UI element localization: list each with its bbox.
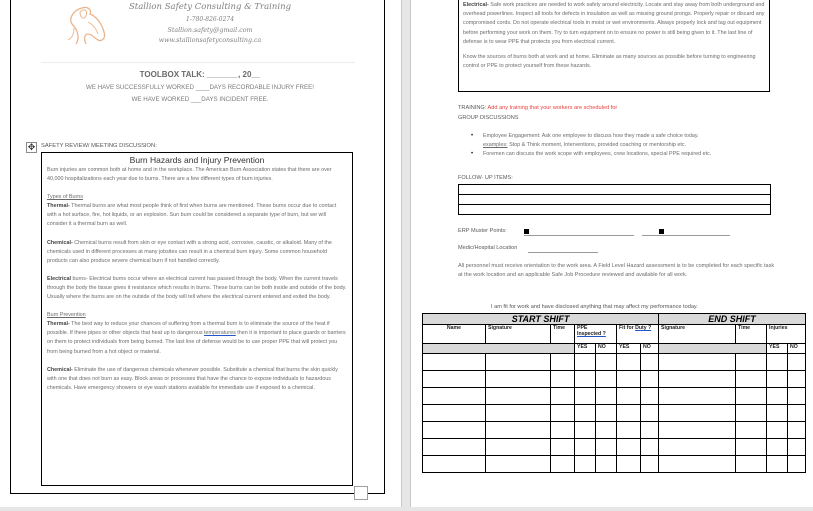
table-cell[interactable]	[423, 371, 486, 388]
table-cell[interactable]	[788, 405, 806, 422]
table-cell[interactable]	[486, 371, 551, 388]
table-cell[interactable]	[551, 405, 575, 422]
table-cell[interactable]	[551, 371, 575, 388]
injuries-no: NO	[788, 344, 806, 354]
table-cell[interactable]	[659, 405, 736, 422]
table-cell[interactable]	[641, 388, 659, 405]
table-cell[interactable]	[736, 371, 767, 388]
col-fit-for-duty	[617, 325, 659, 344]
table-cell[interactable]	[486, 439, 551, 456]
text: Chemical burns result from skin or eye contact with a strong acid, corrosive, caustic, or alkaloid. Many of the chemicals used in different processes at many jobsites can result in a chemical burn injury. Some common household products can also produce severe chemical burn if not handled correctly.	[47, 239, 332, 264]
table-row	[423, 371, 806, 388]
table-row	[423, 439, 806, 456]
label: Thermal-	[47, 203, 70, 210]
text: The best way to reduce your chances of suffering from a thermal burn is to eliminate the source of the heat if possible. If there pipes or other objects that heat up to dangerous	[47, 321, 330, 337]
electrical-prevention	[463, 1, 765, 47]
col-ppe-inspected	[575, 325, 617, 344]
table-cell[interactable]	[486, 422, 551, 439]
table-cell[interactable]	[659, 388, 736, 405]
shaded-cell	[423, 344, 575, 354]
header-divider	[41, 62, 355, 63]
label: Electrical	[47, 275, 71, 282]
ppe-yes: YES	[575, 344, 596, 354]
signoff-rows	[423, 354, 806, 473]
table-cell[interactable]	[659, 371, 736, 388]
table-cell[interactable]	[788, 388, 806, 405]
table-cell[interactable]	[767, 456, 788, 473]
bullet-text: Employee Engagement: Ask one employee to discuss how they made a safe choice today.	[483, 133, 699, 139]
table-cell[interactable]	[617, 388, 641, 405]
table-cell[interactable]	[596, 439, 617, 456]
table-cell[interactable]	[423, 354, 486, 371]
company-phone: 1-780-826-0274	[185, 16, 235, 23]
table-cell[interactable]	[551, 354, 575, 371]
text: Thermal burns are what most people think of first when burns are mentioned. These burns occur due to contact with a hot surface, fire, hot liquids, or an explosion. Sun burn could be considered a separate type of burn, but we will consider it a thermal burn as well.	[47, 203, 337, 228]
table-row	[423, 388, 806, 405]
table-cell[interactable]	[641, 405, 659, 422]
table-cell[interactable]	[659, 439, 736, 456]
table-cell[interactable]	[641, 439, 659, 456]
table-cell[interactable]	[767, 405, 788, 422]
table-cell[interactable]	[486, 388, 551, 405]
group-discussions-heading: GROUP DISCUSSIONS	[458, 115, 519, 121]
fit-link: Duty ?	[635, 325, 652, 331]
table-cell[interactable]	[423, 388, 486, 405]
table-cell[interactable]	[423, 456, 486, 473]
text: burns- Electrical burns occur where an electrical current has passed through the body. When the current travels through the body the tissue gives it resistance which results in burns. These burns can be both inside and outside of the body. Usually where the burns are on the outside of the body will tell where the electrical current entered and exited the body.	[47, 275, 347, 301]
table-cell[interactable]	[788, 354, 806, 371]
table-cell[interactable]	[736, 422, 767, 439]
table-cell[interactable]	[551, 388, 575, 405]
table-cell[interactable]	[596, 456, 617, 473]
spellcheck-word[interactable]: temperatures	[204, 330, 236, 337]
company-email: Stallion.safety@gmail.com	[167, 27, 253, 34]
table-cell[interactable]	[641, 422, 659, 439]
table-cell[interactable]	[617, 371, 641, 388]
end-shift-header: END SHIFT	[659, 314, 806, 325]
followup-items-table	[458, 184, 771, 215]
table-cell[interactable]	[788, 371, 806, 388]
table-cell[interactable]	[551, 456, 575, 473]
list-item	[471, 132, 711, 150]
safety-review-label: SAFETY REVIEW/ MEETING DISCUSSION:	[41, 143, 157, 149]
table-cell[interactable]	[788, 456, 806, 473]
erp-muster-points-label: ERP Muster Points:	[458, 228, 507, 234]
table-cell[interactable]	[736, 405, 767, 422]
burn-prevention-heading: Burn Prevention	[47, 312, 86, 319]
text: then it is important to place guards or barriers on them to protect individuals from being burned. The last line of defense would be to use proper PPE that will protect you from being burned from a hot object or material.	[47, 330, 346, 355]
list-item	[471, 150, 711, 159]
prevention-chemical	[47, 366, 347, 393]
fit-label: Fit for	[619, 325, 636, 331]
table-row	[423, 405, 806, 422]
fit-no: NO	[641, 344, 659, 354]
table-cell[interactable]	[486, 405, 551, 422]
burn-type-electrical	[47, 275, 347, 302]
table-cell[interactable]	[767, 354, 788, 371]
text: Eliminate the use of dangerous chemicals whenever possible. Substitute a chemical that burns the skin quickly with one that does not burn as easy. Block areas or processes that have the chance to expose individuals to hazardous chemicals. Have emergency showers or eye wash stations available for immediate use if exposed to a chemical.	[47, 366, 338, 391]
electrical-prevention-box[interactable]	[458, 0, 770, 92]
shaded-cell	[659, 344, 767, 354]
examples-label: examples:	[483, 142, 508, 148]
shift-signoff-table	[422, 313, 806, 473]
muster-point-1-field[interactable]	[524, 235, 634, 236]
burn-type-thermal	[47, 202, 347, 229]
discussion-list	[471, 132, 711, 159]
know-sources-text: Know the sources of burns both at work and at home. Eliminate as many sources as possible before turning to engineering control or PPE to protect yourself from these hazards.	[463, 54, 756, 70]
medic-location-field[interactable]	[528, 252, 598, 253]
col-end-signature: Signature	[659, 325, 736, 344]
orientation-text: All personnel must receive orientation to the work area. A Field Level Hazard assessment is to be completed for each specific task at the work location and an applicable Safe Job Procedure reviewed and available for all work.	[458, 263, 775, 279]
table-cell[interactable]	[423, 405, 486, 422]
table-cell[interactable]	[575, 422, 596, 439]
days-incident-free-line: WE HAVE WORKED ___DAYS INCIDENT FREE.	[131, 96, 269, 103]
table-cell[interactable]	[575, 354, 596, 371]
burn-type-chemical	[47, 239, 347, 266]
burn-hazards-article[interactable]	[41, 152, 353, 486]
table-cell[interactable]	[767, 422, 788, 439]
table-cell[interactable]	[736, 354, 767, 371]
col-signature: Signature	[486, 325, 551, 344]
days-injury-free-line: WE HAVE SUCCESSFULLY WORKED ____DAYS RECORDABLE INJURY FREE!	[86, 84, 314, 91]
ppe-label: PPE	[577, 325, 588, 331]
table-cell[interactable]	[617, 405, 641, 422]
followup-row[interactable]	[459, 185, 771, 195]
fit-for-work-statement: I am fit for work and have disclosed anything that may affect my performance today.	[491, 304, 698, 310]
table-cell[interactable]	[659, 354, 736, 371]
medic-location-label: Medic/Hospital Location	[458, 245, 518, 251]
checkbox-marker-icon[interactable]	[524, 229, 529, 234]
examples-text: Stop & Think moment, Interventions, provided coaching or mentorship etc.	[507, 142, 687, 148]
table-cell[interactable]	[575, 371, 596, 388]
company-name: Stallion Safety Consulting & Training	[128, 2, 292, 12]
table-cell[interactable]	[736, 439, 767, 456]
label: Chemical-	[47, 239, 73, 246]
table-cell[interactable]	[617, 422, 641, 439]
table-cell[interactable]	[423, 439, 486, 456]
table-cell[interactable]	[659, 456, 736, 473]
table-cell[interactable]	[575, 405, 596, 422]
start-shift-header: START SHIFT	[423, 314, 659, 325]
ppe-no: NO	[596, 344, 617, 354]
table-cell[interactable]	[423, 422, 486, 439]
table-cell[interactable]	[596, 422, 617, 439]
table-cell[interactable]	[736, 388, 767, 405]
table-cell[interactable]	[575, 456, 596, 473]
injuries-yes: YES	[767, 344, 788, 354]
ppe-link: Inspected ?	[577, 331, 606, 337]
followup-row[interactable]	[459, 195, 771, 205]
table-resize-handle[interactable]	[354, 486, 368, 500]
followup-items-label: FOLLOW- UP ITEMS:	[458, 175, 513, 181]
fit-yes: YES	[617, 344, 641, 354]
table-cell[interactable]	[596, 354, 617, 371]
text: Safe work practices are needed to work safely around electricity. Locate and stay away from both underground and overhead powerlines. Inspect all tools for defects in insulation as well as missing ground prongs. Properly repair or discard any compromised cords. Do not operate electrical tools in moist or wet environments. Always properly lock and tag out equipment before performing your work on them. Try to turn equipment on to ensure no power is still being given to it. The last line of defense is to wear PPE that protects you from electrical current.	[463, 2, 765, 45]
article-title: Burn Hazards and Injury Prevention	[129, 155, 265, 165]
bullet-text: Foremen can discuss the work scope with employees, crew locations, special PPE required etc.	[483, 151, 712, 157]
table-cell[interactable]	[736, 456, 767, 473]
bullet-icon: •	[471, 133, 474, 139]
table-row	[423, 354, 806, 371]
label: Electrical-	[463, 2, 489, 8]
followup-row[interactable]	[459, 205, 771, 215]
col-injuries: Injuries	[767, 325, 806, 344]
training-line	[458, 105, 617, 111]
table-move-handle-icon[interactable]: ✥	[27, 142, 36, 152]
table-cell[interactable]	[596, 371, 617, 388]
types-of-burns-heading: Types of Burns	[47, 194, 83, 201]
table-cell[interactable]	[551, 422, 575, 439]
table-cell[interactable]	[551, 439, 575, 456]
prevention-thermal	[47, 320, 347, 356]
company-website: www.stallionsafetyconsulting.ca	[158, 37, 262, 44]
table-cell[interactable]	[788, 439, 806, 456]
document-page-2	[410, 0, 813, 507]
table-cell[interactable]	[596, 405, 617, 422]
muster-point-2-field[interactable]	[642, 235, 730, 236]
col-end-time: Time	[736, 325, 767, 344]
table-cell[interactable]	[767, 388, 788, 405]
table-row	[423, 456, 806, 473]
training-note: Add any training that your workers are scheduled for	[487, 105, 618, 111]
table-cell[interactable]	[596, 388, 617, 405]
label: Chemical-	[47, 366, 73, 373]
table-cell[interactable]	[486, 354, 551, 371]
table-cell[interactable]	[641, 371, 659, 388]
table-cell[interactable]	[767, 371, 788, 388]
col-name: Name	[423, 325, 486, 344]
table-cell[interactable]	[641, 354, 659, 371]
table-cell[interactable]	[617, 439, 641, 456]
article-intro: Burn injuries are common both at home and in the workplace. The American Burn Association states that there are over 40,000 hospitalizations each year due to burns. There are a few different types of burn injuries.	[47, 167, 332, 183]
bullet-icon: •	[471, 151, 474, 157]
table-cell[interactable]	[617, 354, 641, 371]
col-time: Time	[551, 325, 575, 344]
table-cell[interactable]	[641, 456, 659, 473]
toolbox-talk-title: TOOLBOX TALK: _______, 20__	[139, 70, 261, 79]
table-row	[423, 422, 806, 439]
document-page-1	[0, 0, 402, 507]
table-cell[interactable]	[767, 439, 788, 456]
table-cell[interactable]	[575, 388, 596, 405]
checkbox-marker-icon[interactable]	[659, 229, 664, 234]
table-cell[interactable]	[575, 439, 596, 456]
label: Thermal-	[47, 321, 70, 328]
table-cell[interactable]	[486, 456, 551, 473]
training-label: TRAINING:	[458, 105, 488, 111]
table-cell[interactable]	[788, 422, 806, 439]
table-cell[interactable]	[617, 456, 641, 473]
table-cell[interactable]	[659, 422, 736, 439]
